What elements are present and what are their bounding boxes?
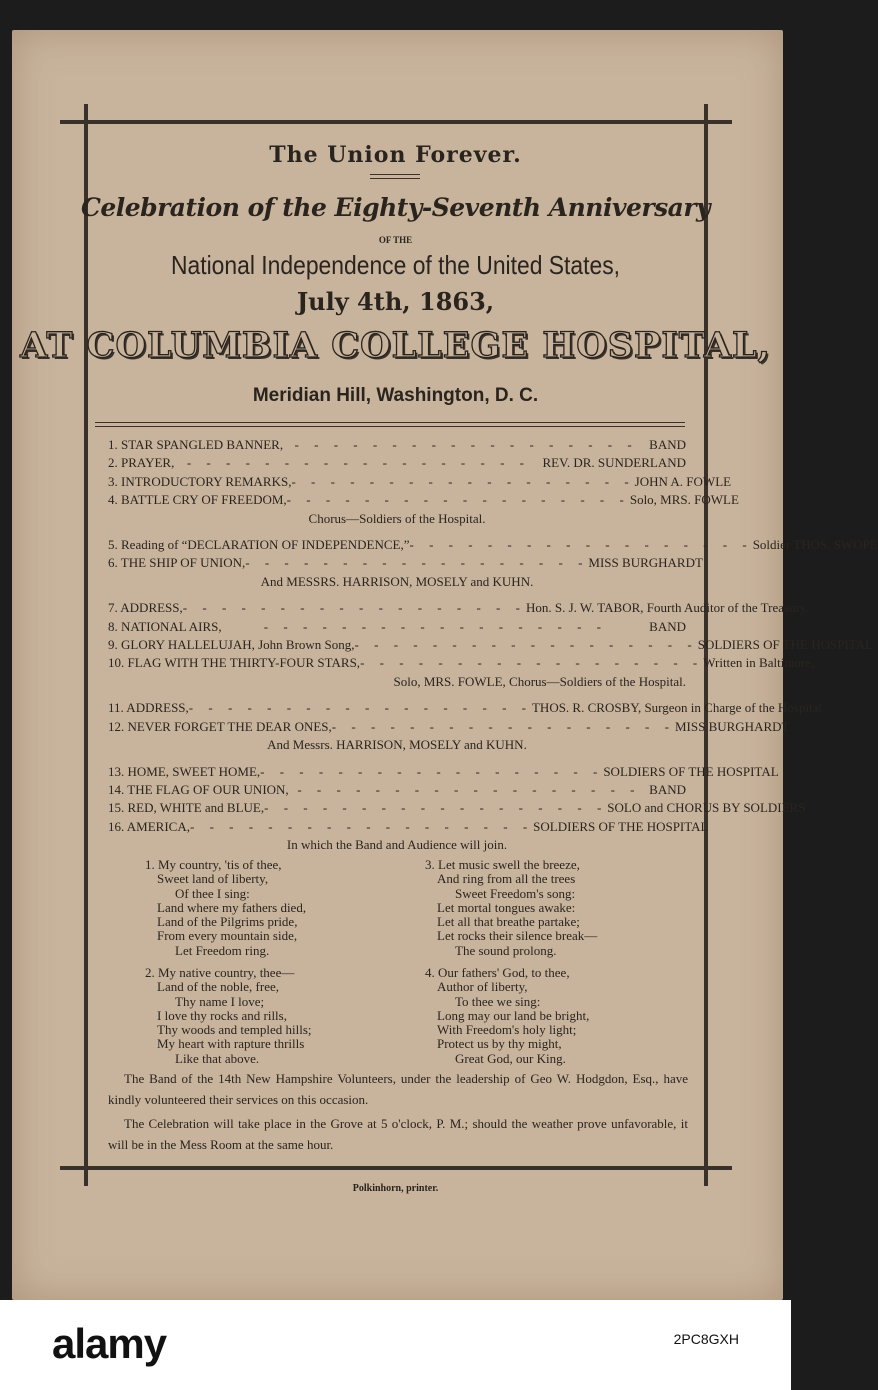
place-heading: Meridian Hill, Washington, D. C.: [252, 385, 539, 406]
leader-dashes: - - - - - - - - - - - - - - - - - -: [354, 637, 698, 653]
verse-line: Sweet Freedom's song:: [455, 885, 576, 901]
program-item-performer: SOLDIERS OF THE HOSPITAL: [533, 818, 709, 834]
leader-dashes: - - - - - - - - - - - - - - - - - -: [188, 700, 532, 716]
program-item-title: 7. ADDRESS,: [108, 600, 183, 616]
verse-1: [145, 858, 306, 958]
verse-line: To thee we sing:: [455, 993, 541, 1009]
watermark-logo: alamy: [52, 1320, 167, 1367]
verse-line: Let mortal tongues awake:: [437, 899, 576, 915]
verse-line: And ring from all the trees: [437, 871, 576, 887]
verse-line: From every mountain side,: [157, 928, 298, 944]
weather-note: The Celebration will take place in the Grove at 5 o'clock, P. M.; should the weather prove unfavorable, it will be in the Mess Room at the same hour.: [108, 1116, 688, 1152]
printer-credit: Polkinhorn, printer.: [352, 1183, 439, 1194]
program-item-performer: REV. DR. SUNDERLAND: [542, 455, 686, 471]
divider: [95, 426, 685, 427]
program-item-performer: BAND: [649, 781, 686, 797]
verse-line: Thy name I love;: [175, 993, 265, 1009]
verse-3: [425, 858, 597, 958]
leader-dashes: - - - - - - - - - - - - - - - - - -: [286, 492, 630, 508]
date-heading: July 4th, 1863,: [296, 287, 495, 316]
of-the-label: OF THE: [378, 235, 413, 245]
program-item: [108, 799, 806, 817]
program-item-performer: Solo, MRS. FOWLE: [629, 492, 739, 508]
verse-line: Land of the noble, free,: [157, 979, 280, 995]
program-item-title: 15. RED, WHITE and BLUE,: [108, 800, 265, 816]
program-item: [108, 536, 878, 554]
program-item: [108, 654, 815, 672]
border-bottom: [60, 1166, 732, 1170]
divider: [370, 174, 420, 175]
program-item-title: 6. THE SHIP OF UNION,: [108, 555, 246, 571]
program-item-performer: SOLO and CHORUS BY SOLDIERS: [607, 800, 806, 816]
leader-dashes: - - - - - - - - - - - - - - - - - -: [264, 800, 608, 816]
program-item-title: 1. STAR SPANGLED BANNER,: [108, 437, 284, 452]
program-item: [108, 454, 686, 472]
program-item-performer: SOLDIERS OF THE HOSPITAL: [603, 763, 779, 779]
independence-heading: National Independence of the United States,: [170, 250, 621, 280]
program-item-title: 5. Reading of “DECLARATION OF INDEPENDENCE,”: [108, 537, 410, 553]
verse-line: Land of the Pilgrims pride,: [157, 914, 298, 930]
leader-dashes: - - - - - - - - - - - - - - - - - -: [182, 600, 526, 616]
program-item-performer: JOHN A. FOWLE: [634, 473, 732, 489]
program-item-performer: Written in Baltimore,: [703, 655, 815, 671]
leader-dashes: - - - - - - - - - - - - - - - - - -: [360, 655, 704, 671]
program-item-performer: MISS BURGHARDT: [588, 555, 703, 571]
program-subline: And MESSRS. HARRISON, MOSELY and KUHN.: [260, 573, 534, 589]
program-item: [108, 718, 790, 736]
verse-line: 3. Let music swell the breeze,: [425, 857, 580, 872]
program-item: [108, 554, 703, 572]
celebration-heading: Celebration of the Eighty-Seventh Anniversary: [80, 193, 711, 222]
program-subline: In which the Band and Audience will join.: [286, 837, 508, 853]
program-item: [108, 436, 686, 454]
verse-line: Long may our land be bright,: [437, 1007, 590, 1023]
program-item-performer: BAND: [649, 618, 686, 634]
verse-line: With Freedom's holy light;: [437, 1022, 577, 1038]
program-item-title: 14. THE FLAG OF OUR UNION,: [108, 781, 289, 797]
verse-line: My heart with rapture thrills: [157, 1036, 305, 1052]
headline: The Union Forever.: [269, 142, 522, 168]
program-item-title: 2. PRAYER,: [108, 455, 175, 471]
verse-4: [425, 966, 589, 1066]
watermark-code: 2PC8GXH: [673, 1331, 739, 1347]
verse-2: [145, 966, 312, 1066]
divider: [95, 422, 685, 423]
program-item-title: 10. FLAG WITH THE THIRTY-FOUR STARS,: [108, 655, 361, 671]
leader-dashes: - - - - - - - - - - - - - - - - - -: [294, 437, 638, 452]
verse-line: 1. My country, 'tis of thee,: [145, 857, 282, 872]
verse-line: 2. My native country, thee—: [145, 965, 295, 980]
leader-dashes: - - - - - - - - - - - - - - - - - -: [297, 781, 641, 797]
program-item-performer: MISS BURGHARDT: [674, 718, 790, 734]
program-subline: Chorus—Soldiers of the Hospital.: [308, 510, 486, 526]
program-item: [108, 636, 874, 654]
program-item-title: 13. HOME, SWEET HOME,: [108, 763, 261, 779]
leader-dashes: - - - - - - - - - - - - - - - - - -: [245, 555, 589, 571]
program-item: [108, 491, 739, 509]
program-item-title: 11. ADDRESS,: [108, 700, 189, 716]
program-item-title: 16. AMERICA,: [108, 818, 190, 834]
program-item: [108, 781, 686, 799]
verse-line: I love thy rocks and rills,: [157, 1007, 287, 1023]
verse-line: 4. Our fathers' God, to thee,: [425, 965, 570, 980]
verse-line: Like that above.: [175, 1050, 260, 1066]
divider: [370, 178, 420, 179]
program-item-performer: BAND: [649, 437, 686, 452]
leader-dashes: - - - - - - - - - - - - - - - - - -: [409, 537, 753, 553]
program-item: [108, 818, 709, 836]
watermark-bar: [0, 1300, 791, 1390]
verse-line: Great God, our King.: [455, 1050, 566, 1066]
program-item: [108, 699, 822, 717]
verse-line: Of thee I sing:: [175, 885, 250, 901]
program-item-performer: THOS. R. CROSBY, Surgeon in Charge of the Hospital: [531, 700, 822, 716]
leader-dashes: - - - - - - - - - - - - - - - - - -: [331, 718, 675, 734]
verse-line: Protect us by thy might,: [437, 1036, 562, 1052]
verse-line: Let rocks their silence break—: [437, 928, 598, 944]
program-item: [108, 473, 732, 491]
program-item: [108, 618, 686, 636]
verse-line: Sweet land of liberty,: [157, 871, 269, 887]
verse-line: Let Freedom ring.: [175, 942, 270, 958]
leader-dashes: - - - - - - - - - - - - - - - - - -: [263, 618, 607, 634]
program-item-title: 4. BATTLE CRY OF FREEDOM,: [108, 492, 287, 508]
band-note: The Band of the 14th New Hampshire Volunteers, under the leadership of Geo W. Hodgdon, Esq., have kindly volunteered their services on this occasion.: [108, 1071, 688, 1107]
program-item-title: 12. NEVER FORGET THE DEAR ONES,: [108, 718, 332, 734]
program-item: [108, 599, 809, 617]
verse-line: The sound prolong.: [455, 942, 557, 958]
verse-line: Author of liberty,: [437, 979, 528, 995]
program-item-title: 9. GLORY HALLELUJAH, John Brown Song,: [108, 637, 355, 653]
program-item-performer: Soldier THOS. SWOPE: [752, 537, 878, 553]
program-item-performer: Hon. S. J. W. TABOR, Fourth Auditor of the Treasury.: [525, 600, 809, 616]
program-item-title: 8. NATIONAL AIRS,: [108, 618, 222, 634]
verse-line: Thy woods and templed hills;: [157, 1022, 312, 1038]
verse-line: Land where my fathers died,: [157, 899, 307, 915]
program-list: [108, 436, 878, 855]
leader-dashes: - - - - - - - - - - - - - - - - - -: [260, 763, 604, 779]
border-top: [60, 120, 732, 124]
program-item-performer: SOLDIERS OF THE HOSPITAL: [697, 637, 874, 653]
program-item: [108, 763, 779, 781]
leader-dashes: - - - - - - - - - - - - - - - - - -: [189, 818, 534, 834]
program-subline: And Messrs. HARRISON, MOSELY and KUHN.: [267, 737, 527, 753]
program-item-title: 3. INTRODUCTORY REMARKS,: [108, 473, 292, 489]
leader-dashes: - - - - - - - - - - - - - - - - - -: [291, 473, 635, 489]
program-subline: Solo, MRS. FOWLE, Chorus—Soldiers of the Hospital.: [393, 673, 686, 689]
location-heading: AT COLUMBIA COLLEGE HOSPITAL,: [20, 325, 771, 366]
verse-line: Let all that breathe partake;: [437, 914, 580, 930]
leader-dashes: - - - - - - - - - - - - - - - - - -: [186, 455, 531, 471]
